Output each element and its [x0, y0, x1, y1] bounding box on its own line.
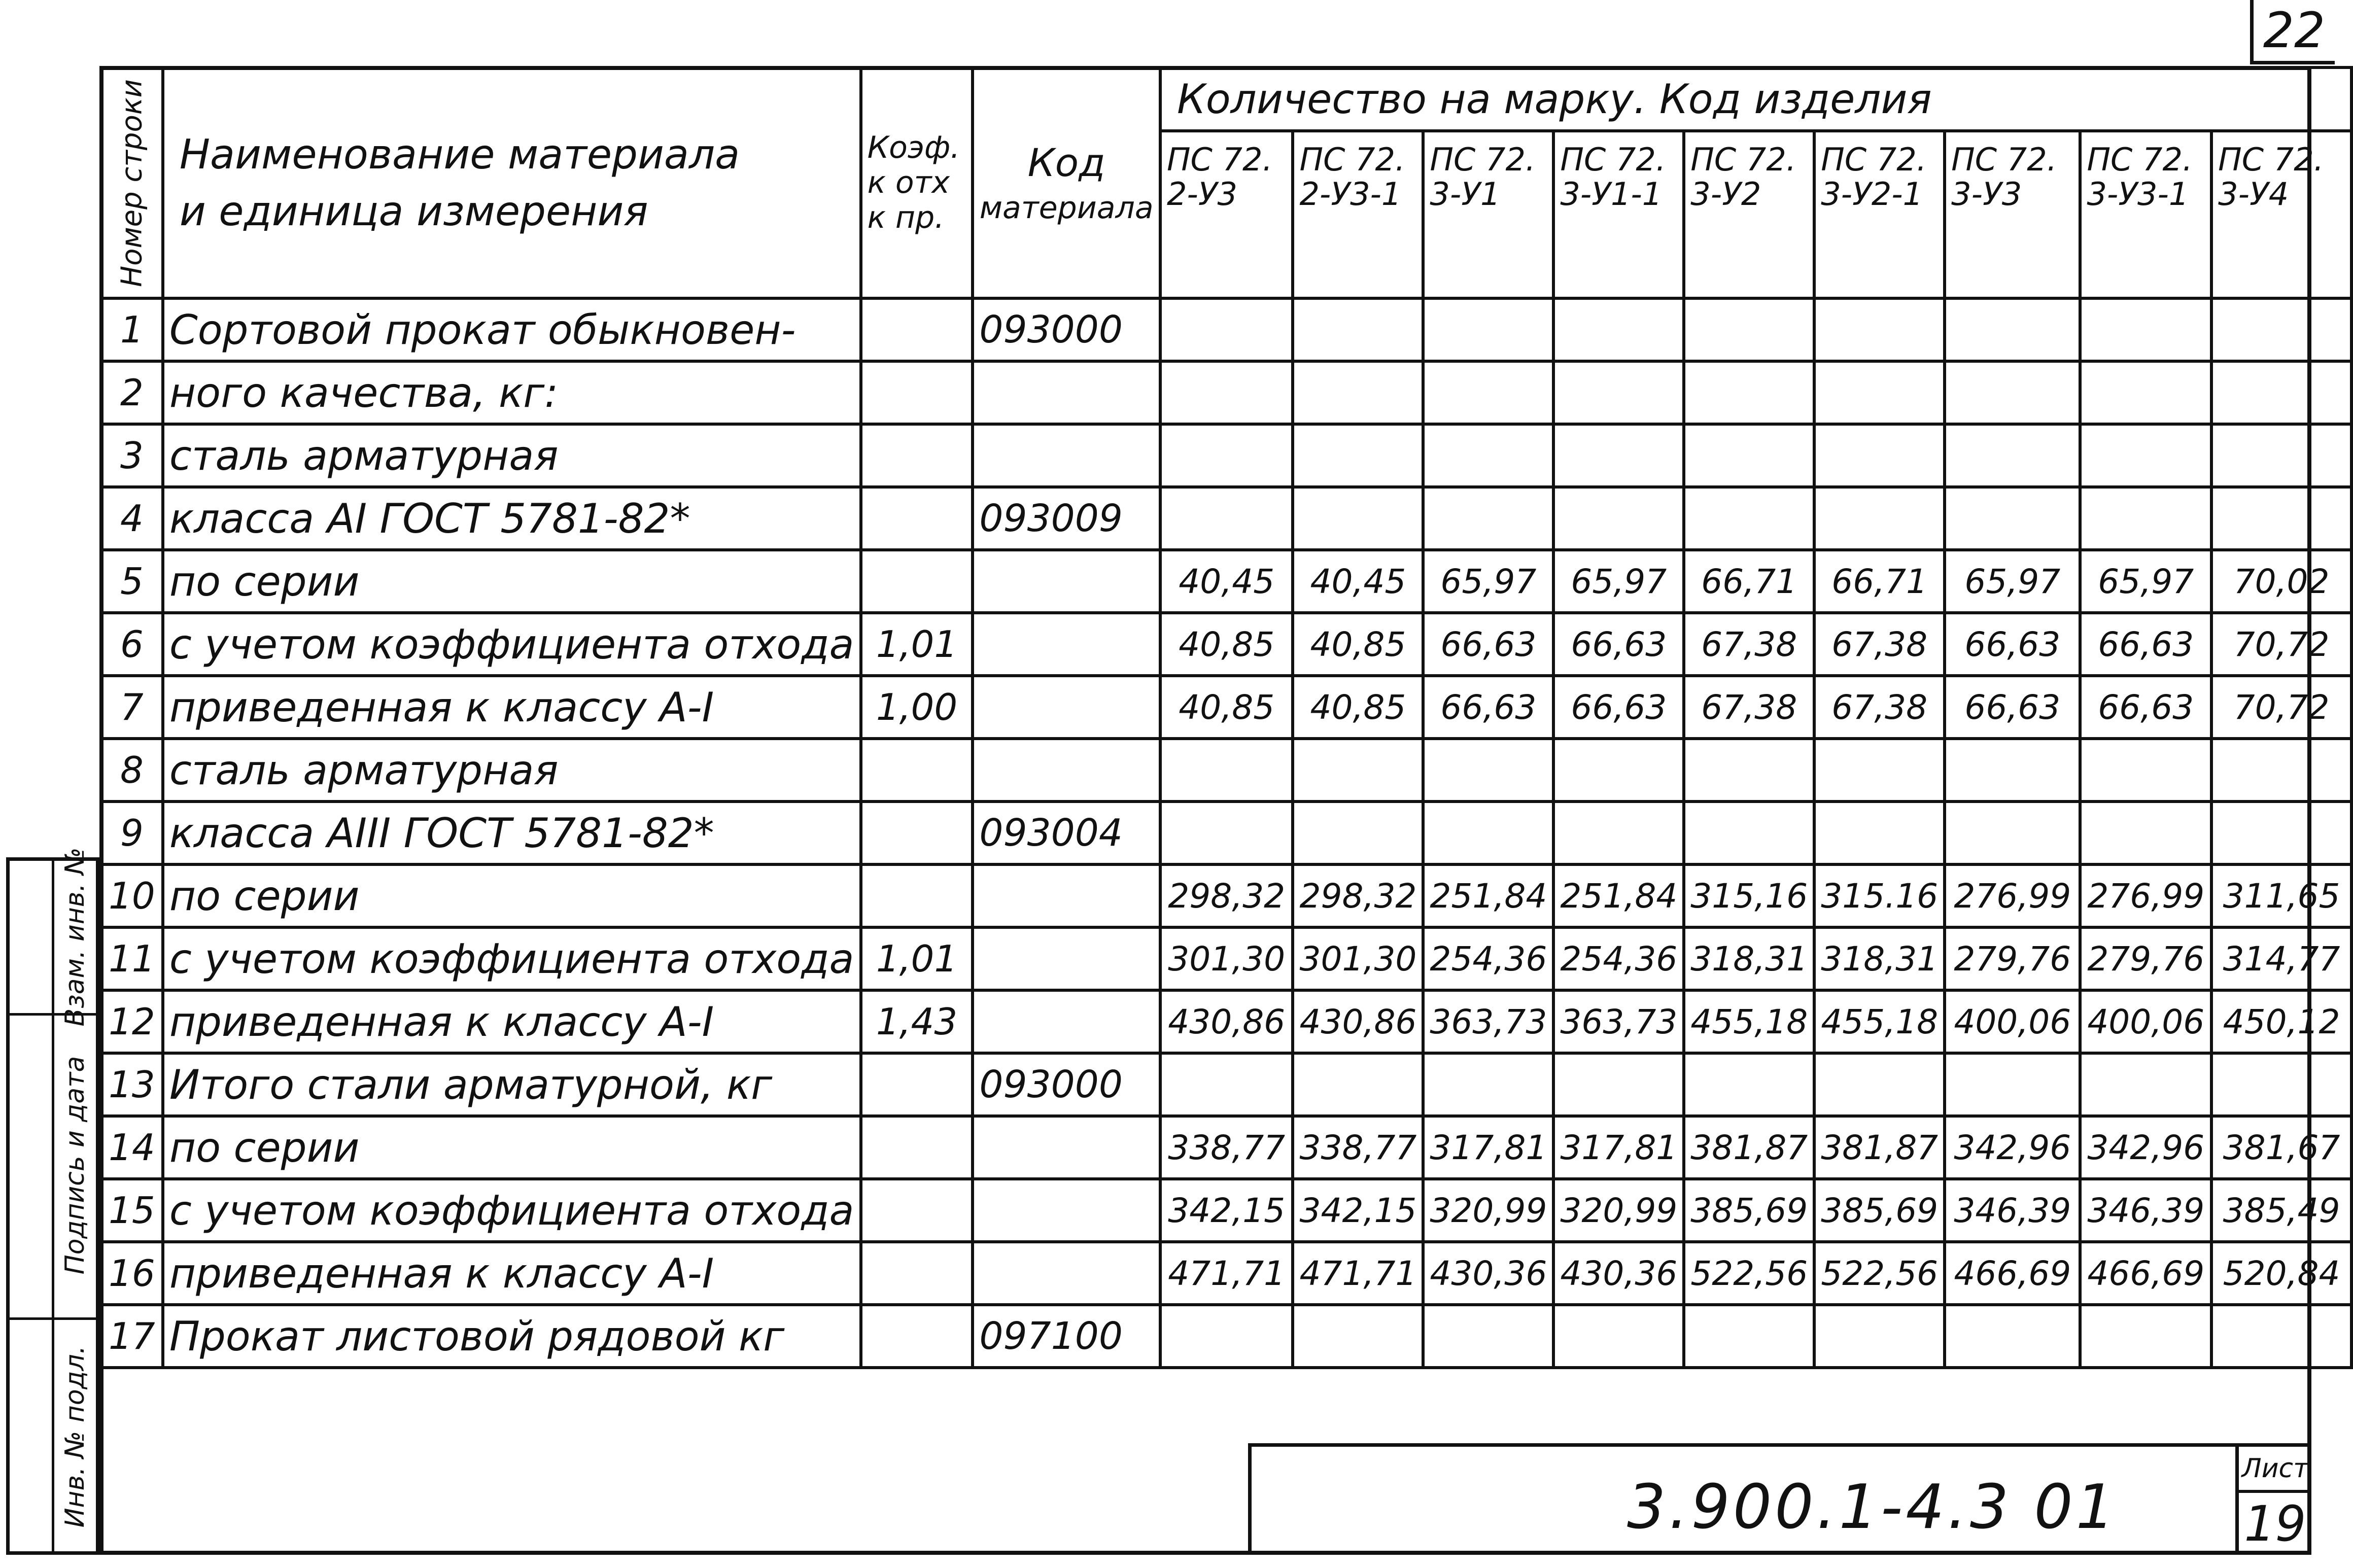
- mark-header: ПС 72. 3-У2: [1684, 131, 1814, 298]
- mark-header: ПС 72. 3-У1-1: [1553, 131, 1684, 298]
- quantity-cell: [2080, 298, 2211, 361]
- quantity-cell: 40,85: [1293, 676, 1423, 739]
- quantity-cell: [1293, 802, 1423, 864]
- quantity-cell: 400,06: [2080, 990, 2211, 1053]
- quantity-cell: [1945, 802, 2080, 864]
- row-number: 17: [101, 1305, 163, 1368]
- quantity-cell: [2211, 1305, 2351, 1368]
- quantity-cell: 40,85: [1293, 613, 1423, 676]
- coef-cell: [861, 1116, 973, 1179]
- quantity-cell: [1814, 487, 1945, 550]
- quantity-cell: [1553, 1305, 1684, 1368]
- row-number: 16: [101, 1242, 163, 1305]
- material-name: приведенная к классу А-I: [163, 990, 861, 1053]
- material-name: приведенная к классу А-I: [163, 1242, 861, 1305]
- row-number: 5: [101, 550, 163, 613]
- quantity-cell: 385,49: [2211, 1179, 2351, 1242]
- quantity-cell: 315.16: [1814, 864, 1945, 927]
- material-name: по серии: [163, 864, 861, 927]
- quantity-cell: [1814, 361, 1945, 424]
- quantity-cell: [2211, 361, 2351, 424]
- quantity-cell: [2080, 1053, 2211, 1116]
- quantity-cell: [1553, 361, 1684, 424]
- table-row: [101, 990, 2351, 1053]
- quantity-cell: 450,12: [2211, 990, 2351, 1053]
- quantity-cell: 279,76: [1945, 927, 2080, 990]
- material-code: 093000: [973, 298, 1160, 361]
- quantity-cell: 67,38: [1684, 613, 1814, 676]
- quantity-cell: [1814, 424, 1945, 487]
- material-code: [973, 361, 1160, 424]
- mark-header: ПС 72. 3-У1: [1423, 131, 1553, 298]
- quantity-cell: 66,63: [1553, 676, 1684, 739]
- material-code: 093009: [973, 487, 1160, 550]
- material-name: Прокат листовой рядовой кг: [163, 1305, 861, 1368]
- quantity-cell: [1945, 487, 2080, 550]
- material-name: класса АIII ГОСТ 5781-82*: [163, 802, 861, 864]
- document-code: 3.900.1-4.3 01: [1627, 1472, 2118, 1543]
- quantity-cell: [1684, 1053, 1814, 1116]
- quantity-cell: 66,63: [1945, 613, 2080, 676]
- material-name: сталь арматурная: [163, 424, 861, 487]
- table-row: [101, 802, 2351, 864]
- quantity-cell: 455,18: [1814, 990, 1945, 1053]
- coef-cell: [861, 739, 973, 802]
- coef-cell: [861, 361, 973, 424]
- quantity-cell: 320,99: [1423, 1179, 1553, 1242]
- quantity-cell: [1553, 739, 1684, 802]
- table-row: [101, 1053, 2351, 1116]
- coef-cell: [861, 487, 973, 550]
- material-name: с учетом коэффициента отхода: [163, 927, 861, 990]
- quantity-cell: [1160, 1053, 1293, 1116]
- quantity-cell: 301,30: [1293, 927, 1423, 990]
- quantity-cell: [1160, 802, 1293, 864]
- table-row: [101, 1242, 2351, 1305]
- coef-cell: 1,01: [861, 927, 973, 990]
- coef-cell: 1,01: [861, 613, 973, 676]
- quantity-cell: 298,32: [1160, 864, 1293, 927]
- coef-cell: [861, 1053, 973, 1116]
- name-header: Наименование материала и единица измерения: [163, 67, 861, 298]
- material-name: сталь арматурная: [163, 739, 861, 802]
- quantity-cell: 430,86: [1160, 990, 1293, 1053]
- quantity-cell: [1553, 1053, 1684, 1116]
- inv-no-label: Инв. № подл.: [59, 1345, 90, 1528]
- mark-header: ПС 72. 2-У3: [1160, 131, 1293, 298]
- quantity-cell: 381,67: [2211, 1116, 2351, 1179]
- material-code: [973, 1242, 1160, 1305]
- quantity-cell: [1945, 1305, 2080, 1368]
- sheet-label: Лист: [2239, 1447, 2311, 1493]
- quantity-cell: [1293, 1053, 1423, 1116]
- quantity-cell: 338,77: [1160, 1116, 1293, 1179]
- title-block: [1248, 1443, 2311, 1555]
- quantity-cell: [1423, 1305, 1553, 1368]
- quantity-cell: [2211, 802, 2351, 864]
- quantity-cell: 385,69: [1814, 1179, 1945, 1242]
- quantity-cell: 318,31: [1814, 927, 1945, 990]
- row-number: 8: [101, 739, 163, 802]
- material-name: ного качества, кг:: [163, 361, 861, 424]
- quantity-cell: 520,84: [2211, 1242, 2351, 1305]
- quantity-cell: [1814, 298, 1945, 361]
- material-code: [973, 613, 1160, 676]
- quantity-cell: 66,63: [2080, 676, 2211, 739]
- quantity-cell: 430,36: [1553, 1242, 1684, 1305]
- quantity-cell: 471,71: [1160, 1242, 1293, 1305]
- quantity-cell: [2080, 487, 2211, 550]
- quantity-cell: [1160, 487, 1293, 550]
- quantity-cell: [1553, 424, 1684, 487]
- quantity-cell: 40,45: [1293, 550, 1423, 613]
- quantity-cell: 66,71: [1814, 550, 1945, 613]
- coef-cell: 1,43: [861, 990, 973, 1053]
- sheet-box: [2235, 1447, 2311, 1555]
- row-no-header: Номер строки: [101, 67, 163, 298]
- quantity-cell: 430,86: [1293, 990, 1423, 1053]
- quantity-cell: 381,87: [1684, 1116, 1814, 1179]
- material-name: с учетом коэффициента отхода: [163, 1179, 861, 1242]
- table-row: [101, 1116, 2351, 1179]
- quantity-cell: [2080, 361, 2211, 424]
- material-code: [973, 990, 1160, 1053]
- quantity-cell: 342,96: [1945, 1116, 2080, 1179]
- quantity-cell: [2080, 1305, 2211, 1368]
- quantity-cell: [1160, 298, 1293, 361]
- quantity-cell: 67,38: [1814, 613, 1945, 676]
- quantity-cell: [1684, 424, 1814, 487]
- quantity-cell: [1945, 1053, 2080, 1116]
- code-header: Код материала: [973, 67, 1160, 298]
- material-code: [973, 864, 1160, 927]
- quantity-cell: 301,30: [1160, 927, 1293, 990]
- table-row: [101, 361, 2351, 424]
- quantity-cell: 254,36: [1553, 927, 1684, 990]
- quantity-cell: [1814, 739, 1945, 802]
- material-code: [973, 927, 1160, 990]
- quantity-cell: 400,06: [1945, 990, 2080, 1053]
- coef-cell: 1,00: [861, 676, 973, 739]
- quantity-cell: [1814, 1053, 1945, 1116]
- quantity-cell: 466,69: [1945, 1242, 2080, 1305]
- row-number: 10: [101, 864, 163, 927]
- quantity-cell: [1945, 739, 2080, 802]
- material-name: по серии: [163, 1116, 861, 1179]
- row-number: 11: [101, 927, 163, 990]
- material-code: 093004: [973, 802, 1160, 864]
- row-number: 9: [101, 802, 163, 864]
- quantity-cell: [1160, 1305, 1293, 1368]
- quantity-cell: 318,31: [1684, 927, 1814, 990]
- mark-header: ПС 72. 3-У3: [1945, 131, 2080, 298]
- material-name: класса АI ГОСТ 5781-82*: [163, 487, 861, 550]
- quantity-header: Количество на марку. Код изделия: [1160, 67, 2351, 131]
- sheet-number: 19: [2244, 1495, 2306, 1552]
- sidebar-label-column: [54, 847, 96, 1551]
- material-code: [973, 550, 1160, 613]
- quantity-cell: 342,96: [2080, 1116, 2211, 1179]
- quantity-cell: 346,39: [2080, 1179, 2211, 1242]
- material-code: 097100: [973, 1305, 1160, 1368]
- quantity-cell: 342,15: [1160, 1179, 1293, 1242]
- quantity-cell: 381,87: [1814, 1116, 1945, 1179]
- quantity-cell: [1160, 424, 1293, 487]
- quantity-cell: 40,85: [1160, 676, 1293, 739]
- mark-header: ПС 72. 2-У3-1: [1293, 131, 1423, 298]
- quantity-cell: [1293, 487, 1423, 550]
- quantity-cell: [1684, 1305, 1814, 1368]
- quantity-cell: 466,69: [2080, 1242, 2211, 1305]
- table-row: [101, 1179, 2351, 1242]
- quantity-cell: 338,77: [1293, 1116, 1423, 1179]
- row-number: 2: [101, 361, 163, 424]
- quantity-cell: [2080, 424, 2211, 487]
- quantity-cell: 363,73: [1553, 990, 1684, 1053]
- table-row: [101, 613, 2351, 676]
- quantity-cell: 315,16: [1684, 864, 1814, 927]
- quantity-cell: 67,38: [1814, 676, 1945, 739]
- quantity-cell: 251,84: [1423, 864, 1553, 927]
- material-code: [973, 739, 1160, 802]
- quantity-cell: 40,45: [1160, 550, 1293, 613]
- coef-cell: [861, 424, 973, 487]
- row-number: 12: [101, 990, 163, 1053]
- row-number: 6: [101, 613, 163, 676]
- quantity-cell: [1945, 298, 2080, 361]
- row-number: 4: [101, 487, 163, 550]
- row-number: 3: [101, 424, 163, 487]
- quantity-cell: 279,76: [2080, 927, 2211, 990]
- coef-cell: [861, 1242, 973, 1305]
- quantity-cell: 363,73: [1423, 990, 1553, 1053]
- coef-cell: [861, 1179, 973, 1242]
- quantity-cell: [1423, 487, 1553, 550]
- coef-cell: [861, 550, 973, 613]
- material-code: [973, 1179, 1160, 1242]
- quantity-cell: [1684, 298, 1814, 361]
- sidebar-column: [10, 861, 54, 1551]
- quantity-cell: 385,69: [1684, 1179, 1814, 1242]
- coef-header: Коэф. к отх к пр.: [861, 67, 973, 298]
- row-number: 13: [101, 1053, 163, 1116]
- mark-header: ПС 72. 3-У2-1: [1814, 131, 1945, 298]
- row-number: 7: [101, 676, 163, 739]
- quantity-cell: 430,36: [1423, 1242, 1553, 1305]
- material-name: Сортовой прокат обыкновен-: [163, 298, 861, 361]
- replace-inv-label: Взам. инв. №: [59, 847, 90, 1027]
- quantity-cell: 346,39: [1945, 1179, 2080, 1242]
- quantity-cell: [1423, 298, 1553, 361]
- quantity-cell: 522,56: [1684, 1242, 1814, 1305]
- quantity-cell: 66,63: [2080, 613, 2211, 676]
- table-row: [101, 676, 2351, 739]
- quantity-cell: 66,63: [1423, 613, 1553, 676]
- quantity-cell: [2211, 739, 2351, 802]
- quantity-cell: [1684, 487, 1814, 550]
- quantity-cell: [1553, 802, 1684, 864]
- quantity-cell: 254,36: [1423, 927, 1553, 990]
- quantity-cell: 317,81: [1423, 1116, 1553, 1179]
- quantity-cell: [1293, 298, 1423, 361]
- quantity-cell: [2211, 298, 2351, 361]
- material-spec-table: [99, 66, 2353, 1369]
- quantity-cell: 276,99: [2080, 864, 2211, 927]
- quantity-cell: [1160, 739, 1293, 802]
- quantity-cell: [1423, 424, 1553, 487]
- row-number: 1: [101, 298, 163, 361]
- table-row: [101, 487, 2351, 550]
- material-name: по серии: [163, 550, 861, 613]
- row-number: 15: [101, 1179, 163, 1242]
- coef-cell: [861, 864, 973, 927]
- coef-cell: [861, 1305, 973, 1368]
- quantity-cell: [1423, 802, 1553, 864]
- table-row: [101, 739, 2351, 802]
- quantity-cell: 311,65: [2211, 864, 2351, 927]
- coef-cell: [861, 298, 973, 361]
- quantity-cell: 65,97: [1423, 550, 1553, 613]
- mark-header: ПС 72. 3-У3-1: [2080, 131, 2211, 298]
- quantity-cell: 522,56: [1814, 1242, 1945, 1305]
- quantity-cell: 342,15: [1293, 1179, 1423, 1242]
- quantity-cell: 314,77: [2211, 927, 2351, 990]
- material-code: [973, 1116, 1160, 1179]
- quantity-cell: [1423, 1053, 1553, 1116]
- material-name: приведенная к классу А-I: [163, 676, 861, 739]
- quantity-cell: 298,32: [1293, 864, 1423, 927]
- table-row: [101, 1305, 2351, 1368]
- table-row: [101, 864, 2351, 927]
- table-row: [101, 927, 2351, 990]
- quantity-cell: 70,72: [2211, 676, 2351, 739]
- quantity-cell: 65,97: [2080, 550, 2211, 613]
- quantity-cell: [1814, 802, 1945, 864]
- quantity-cell: [1814, 1305, 1945, 1368]
- quantity-cell: [1684, 361, 1814, 424]
- quantity-cell: 471,71: [1293, 1242, 1423, 1305]
- quantity-cell: 317,81: [1553, 1116, 1684, 1179]
- quantity-cell: 70,72: [2211, 613, 2351, 676]
- quantity-cell: [1945, 361, 2080, 424]
- coef-cell: [861, 802, 973, 864]
- quantity-cell: [1423, 739, 1553, 802]
- material-code: [973, 424, 1160, 487]
- quantity-cell: 320,99: [1553, 1179, 1684, 1242]
- row-number: 14: [101, 1116, 163, 1179]
- quantity-cell: 251,84: [1553, 864, 1684, 927]
- quantity-cell: [1423, 361, 1553, 424]
- quantity-cell: [1553, 487, 1684, 550]
- quantity-cell: [1160, 361, 1293, 424]
- quantity-cell: [2211, 424, 2351, 487]
- table-row: [101, 298, 2351, 361]
- material-name: с учетом коэффициента отхода: [163, 613, 861, 676]
- quantity-cell: 67,38: [1684, 676, 1814, 739]
- quantity-cell: 66,63: [1945, 676, 2080, 739]
- approval-sidebar: [6, 847, 99, 1555]
- mark-header: ПС 72. 3-У4: [2211, 131, 2351, 298]
- quantity-cell: 66,71: [1684, 550, 1814, 613]
- quantity-cell: 65,97: [1945, 550, 2080, 613]
- quantity-cell: [1293, 424, 1423, 487]
- table-row: [101, 550, 2351, 613]
- quantity-cell: [1684, 739, 1814, 802]
- material-code: 093000: [973, 1053, 1160, 1116]
- quantity-cell: [2211, 1053, 2351, 1116]
- page-number: 22: [2250, 0, 2335, 64]
- quantity-cell: [2211, 487, 2351, 550]
- quantity-cell: 40,85: [1160, 613, 1293, 676]
- quantity-cell: 66,63: [1553, 613, 1684, 676]
- quantity-cell: [1293, 361, 1423, 424]
- quantity-cell: [2080, 739, 2211, 802]
- material-code: [973, 676, 1160, 739]
- header-row-top: [101, 67, 2351, 131]
- quantity-cell: 70,02: [2211, 550, 2351, 613]
- quantity-cell: [1293, 1305, 1423, 1368]
- quantity-cell: [2080, 802, 2211, 864]
- quantity-cell: [1945, 424, 2080, 487]
- quantity-cell: 65,97: [1553, 550, 1684, 613]
- quantity-cell: 455,18: [1684, 990, 1814, 1053]
- table-row: [101, 424, 2351, 487]
- quantity-cell: 276,99: [1945, 864, 2080, 927]
- quantity-cell: [1293, 739, 1423, 802]
- material-name: Итого стали арматурной, кг: [163, 1053, 861, 1116]
- signature-date-label: Подпись и дата: [59, 1056, 90, 1275]
- quantity-cell: [1684, 802, 1814, 864]
- quantity-cell: [1553, 298, 1684, 361]
- quantity-cell: 66,63: [1423, 676, 1553, 739]
